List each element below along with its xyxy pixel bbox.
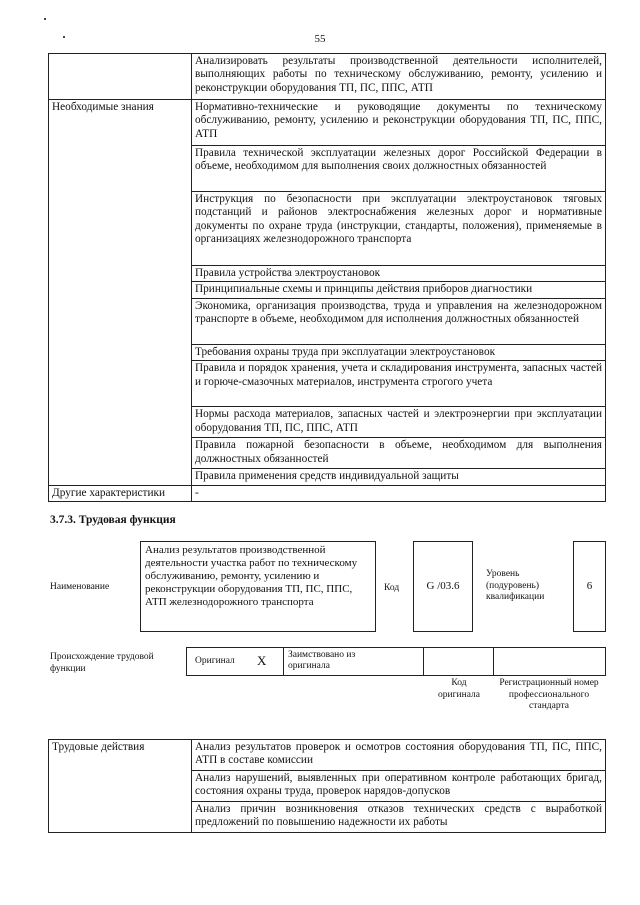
divider [493, 648, 494, 675]
original-mark: X [257, 653, 267, 668]
empty-cell [49, 54, 192, 100]
origin-row [186, 647, 606, 676]
code-label: Код [384, 583, 400, 593]
level-box [573, 541, 606, 632]
other-value: - [192, 485, 606, 501]
other-label: Другие характеристики [49, 485, 192, 501]
code-value: G /03.6 [426, 580, 460, 592]
function-name: Анализ результатов производственной деятельности участка работ по техническому обслуживанию, ремонту, усилению и реконструкции оборудования ТП, ПС, ППС, АТП железнодорожного транспорта [145, 544, 358, 608]
level-value: 6 [586, 580, 593, 592]
knowledge-item: Нормы расхода материалов, запасных частей и электроэнергии при эксплуатации оборудования ТП, ПС, ППС, АТП [192, 407, 606, 438]
knowledge-item: Правила пожарной безопасности в объеме, необходимом для выполнения должностных обязанностей [192, 438, 606, 469]
level-label: Уровень (подуровень) квалификации [486, 569, 545, 602]
divider [423, 648, 424, 675]
page-number: 55 [314, 33, 326, 45]
name-label: Наименование [50, 582, 110, 592]
actions-label: Трудовые действия [49, 740, 192, 833]
action-item: Анализ результатов проверок и осмотров состояния оборудования ТП, ПС, ППС, АТП в составе комиссии [192, 740, 606, 771]
origin-code-caption: Код оригинала [438, 678, 480, 700]
borrowed-label: Заимствовано из оригинала [288, 650, 356, 671]
knowledge-item: Правила устройства электроустановок [192, 266, 606, 282]
actions-table [48, 739, 606, 833]
knowledge-item: Требования охраны труда при эксплуатации электроустановок [192, 344, 606, 360]
knowledge-item: Правила применения средств индивидуальной защиты [192, 469, 606, 485]
scan-speck [44, 18, 46, 20]
knowledge-item: Экономика, организация производства, труда и управления на железнодорожном транспорте в объеме, необходимом для исполнения должностных обязанностей [192, 298, 606, 344]
table-row [49, 485, 606, 501]
knowledge-item: Инструкция по безопасности при эксплуатации электроустановок тяговых подстанций и районов электроснабжения железных дорог и нормативные документы по охране труда (инструкции, стандарты, положения), применяемые в организациях железнодорожного транспорта [192, 192, 606, 266]
table-row [49, 54, 606, 100]
code-box [413, 541, 473, 632]
knowledge-item: Нормативно-технические и руководящие документы по техническому обслуживанию, ремонту, усилению и реконструкции оборудования ТП, ПС, ППС, АТП [192, 100, 606, 146]
section-title: 3.7.3. Трудовая функция [50, 514, 176, 526]
table-row [49, 100, 606, 146]
reg-number-caption: Регистрационный номер профессионального стандарта [499, 678, 599, 711]
original-label: Оригинал [195, 656, 235, 666]
action-item: Анализ нарушений, выявленных при оперативном контроле работающих бригад, состояния охраны труда, проверок нарядов-допусков [192, 771, 606, 802]
knowledge-label: Необходимые знания [49, 100, 192, 486]
knowledge-table [48, 53, 606, 502]
skill-cell: Анализировать результаты производственной деятельности исполнителей, выполняющих работы по техническому обслуживанию, ремонту, усилению и реконструкции оборудования ТП, ПС, ППС, АТП [192, 54, 606, 100]
divider [283, 648, 284, 675]
origin-label: Происхождение трудовой функции [50, 652, 154, 674]
table-row [49, 740, 606, 771]
knowledge-item: Правила технической эксплуатации железных дорог Российской Федерации в объеме, необходимом для выполнения своих должностных обязанностей [192, 146, 606, 192]
knowledge-item: Правила и порядок хранения, учета и складирования инструмента, запасных частей и горюче-смазочных материалов, инструмента строгого учета [192, 361, 606, 407]
knowledge-item: Принципиальные схемы и принципы действия приборов диагностики [192, 282, 606, 298]
action-item: Анализ причин возникновения отказов технических средств с выработкой предложений по повышению надежности их работы [192, 802, 606, 833]
function-name-box [140, 541, 376, 632]
